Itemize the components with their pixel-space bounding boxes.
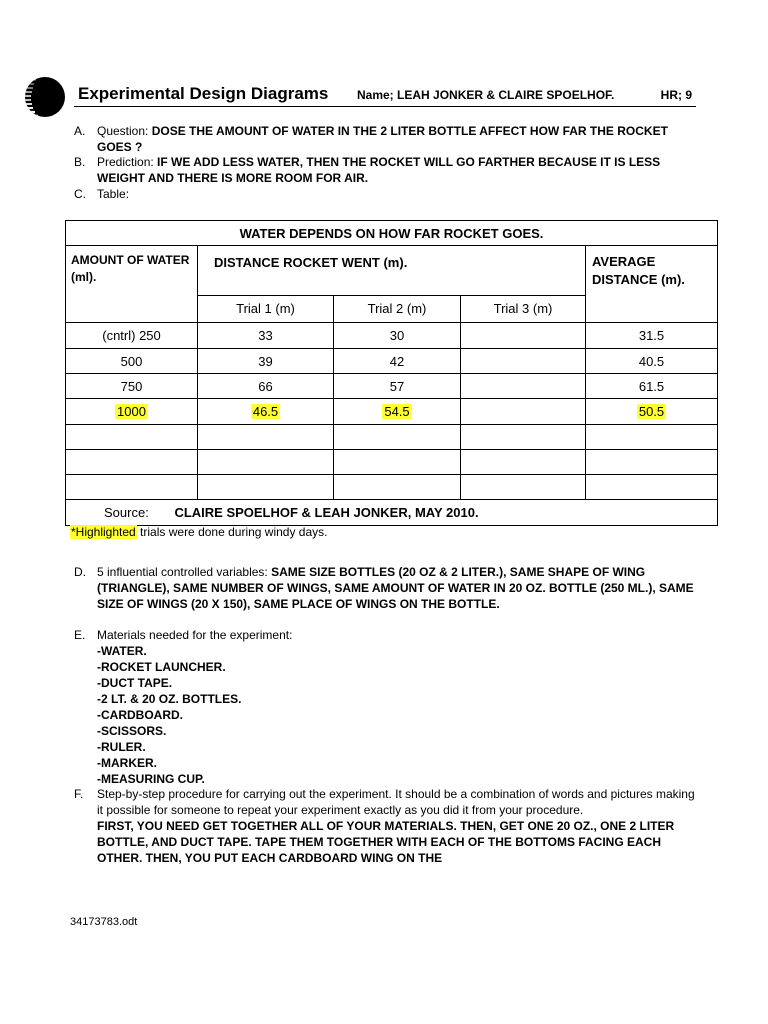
distance-header: DISTANCE ROCKET WENT (m). [198,246,586,296]
trial-1-cell: 33 [198,323,334,349]
trial-2-cell: 30 [334,323,461,349]
section-marker: B. [74,155,86,169]
empty-row [66,425,718,450]
trial-3-header: Trial 3 (m) [461,295,586,322]
trial-2-cell: 57 [334,374,461,399]
prediction-text: IF WE ADD LESS WATER, THEN THE ROCKET WILL GO FARTHER BECAUSE IT IS LESS WEIGHT AND THERE IS MORE ROOM FOR AIR. [97,155,661,185]
average-cell: 31.5 [586,323,718,349]
table-row [66,349,718,374]
material-item: -2 LT. & 20 OZ. BOTTLES. [97,692,242,706]
globe-logo-icon [24,76,66,118]
amount-header: AMOUNT OF WATER (ml). [66,246,198,323]
section-question [74,123,694,155]
source-label: Source: [104,505,149,520]
variables-text: SAME SIZE BOTTLES (20 OZ & 2 LITER.), SAME SHAPE OF WING (TRIANGLE), SAME NUMBER OF WINGS, SAME AMOUNT OF WATER IN 20 OZ. BOTTLE (250 ML.), SAME SIZE OF WINGS (20 X 150), SAME PLACE OF WINGS ON THE BOTTLE. [97,565,694,611]
empty-row [66,475,718,500]
material-item: -DUCT TAPE. [97,676,173,690]
material-item: -SCISSORS. [97,724,167,738]
table-row [66,323,718,349]
question-label: Question: [97,124,149,138]
trial-3-cell [461,399,586,425]
average-cell: 40.5 [586,349,718,374]
results-table [65,220,718,526]
source-row [66,500,718,526]
procedure-text: FIRST, YOU NEED GET TOGETHER ALL OF YOUR MATERIALS. THEN, GET ONE 20 OZ., ONE 2 LITER BOTTLE, AND DUCT TAPE. TAPE THEM TOGETHER WITH EACH OF THE BOTTOMS FACING EACH OTHER. THEN, YOU PUT EACH CARDBOARD WING ON THE [97,819,675,865]
file-name-footer: 34173783.odt [70,916,138,928]
average-cell: 50.5 [638,404,665,419]
trial-1-cell: 46.5 [252,404,279,419]
amount-cell: 1000 [117,404,146,419]
table-title: WATER DEPENDS ON HOW FAR ROCKET GOES. [66,221,718,246]
procedure-label: Step-by-step procedure for carrying out the experiment. It should be a combination of words and pictures making it possible for someone to repeat your experiment exactly as you did it from your procedure. [97,787,695,817]
average-cell: 61.5 [586,374,718,399]
header-bar [74,80,696,107]
trial-3-cell [461,349,586,374]
question-text: DOSE THE AMOUNT OF WATER IN THE 2 LITER BOTTLE AFFECT HOW FAR THE ROCKET GOES ? [97,124,668,154]
material-item: -MARKER. [97,756,157,770]
source-value: CLAIRE SPOELHOF & LEAH JONKER, MAY 2010. [174,505,479,520]
section-marker: D. [74,565,86,579]
amount-cell: (cntrl) 250 [66,323,198,349]
trial-2-header: Trial 2 (m) [334,295,461,322]
material-item: -MEASURING CUP. [97,772,205,786]
trial-3-cell [461,374,586,399]
section-materials [74,627,694,787]
section-marker: A. [74,124,86,138]
note-highlight: *Highlighted [71,525,136,539]
trial-1-cell: 39 [198,349,334,374]
prediction-label: Prediction: [97,155,154,169]
amount-cell: 500 [66,349,198,374]
table-row-highlighted [66,399,718,425]
amount-cell: 750 [66,374,198,399]
section-marker: C. [74,187,86,201]
section-table [74,186,694,202]
section-variables [74,564,694,612]
section-prediction [74,154,702,186]
trial-2-cell: 54.5 [384,404,410,419]
average-header: AVERAGE DISTANCE (m). [586,246,718,323]
material-item: -ROCKET LAUNCHER. [97,660,226,674]
trial-1-cell: 66 [198,374,334,399]
materials-label: Materials needed for the experiment: [97,628,293,642]
trial-1-header: Trial 1 (m) [198,295,334,322]
windy-note [70,525,327,539]
document-title: Experimental Design Diagrams [78,84,329,103]
student-names: Name; LEAH JONKER & CLAIRE SPOELHOF. [357,88,615,102]
variables-label: 5 influential controlled variables: [97,565,268,579]
material-item: -CARDBOARD. [97,708,183,722]
note-text: trials were done during windy days. [136,525,328,539]
material-item: -RULER. [97,740,146,754]
trial-2-cell: 42 [334,349,461,374]
section-procedure [74,786,696,866]
empty-row [66,450,718,475]
section-marker: F. [74,787,84,801]
homeroom-label: HR; 9 [660,88,692,102]
table-label: Table: [97,187,130,201]
table-row [66,374,718,399]
section-marker: E. [74,628,86,642]
material-item: -WATER. [97,644,147,658]
trial-3-cell [461,323,586,349]
